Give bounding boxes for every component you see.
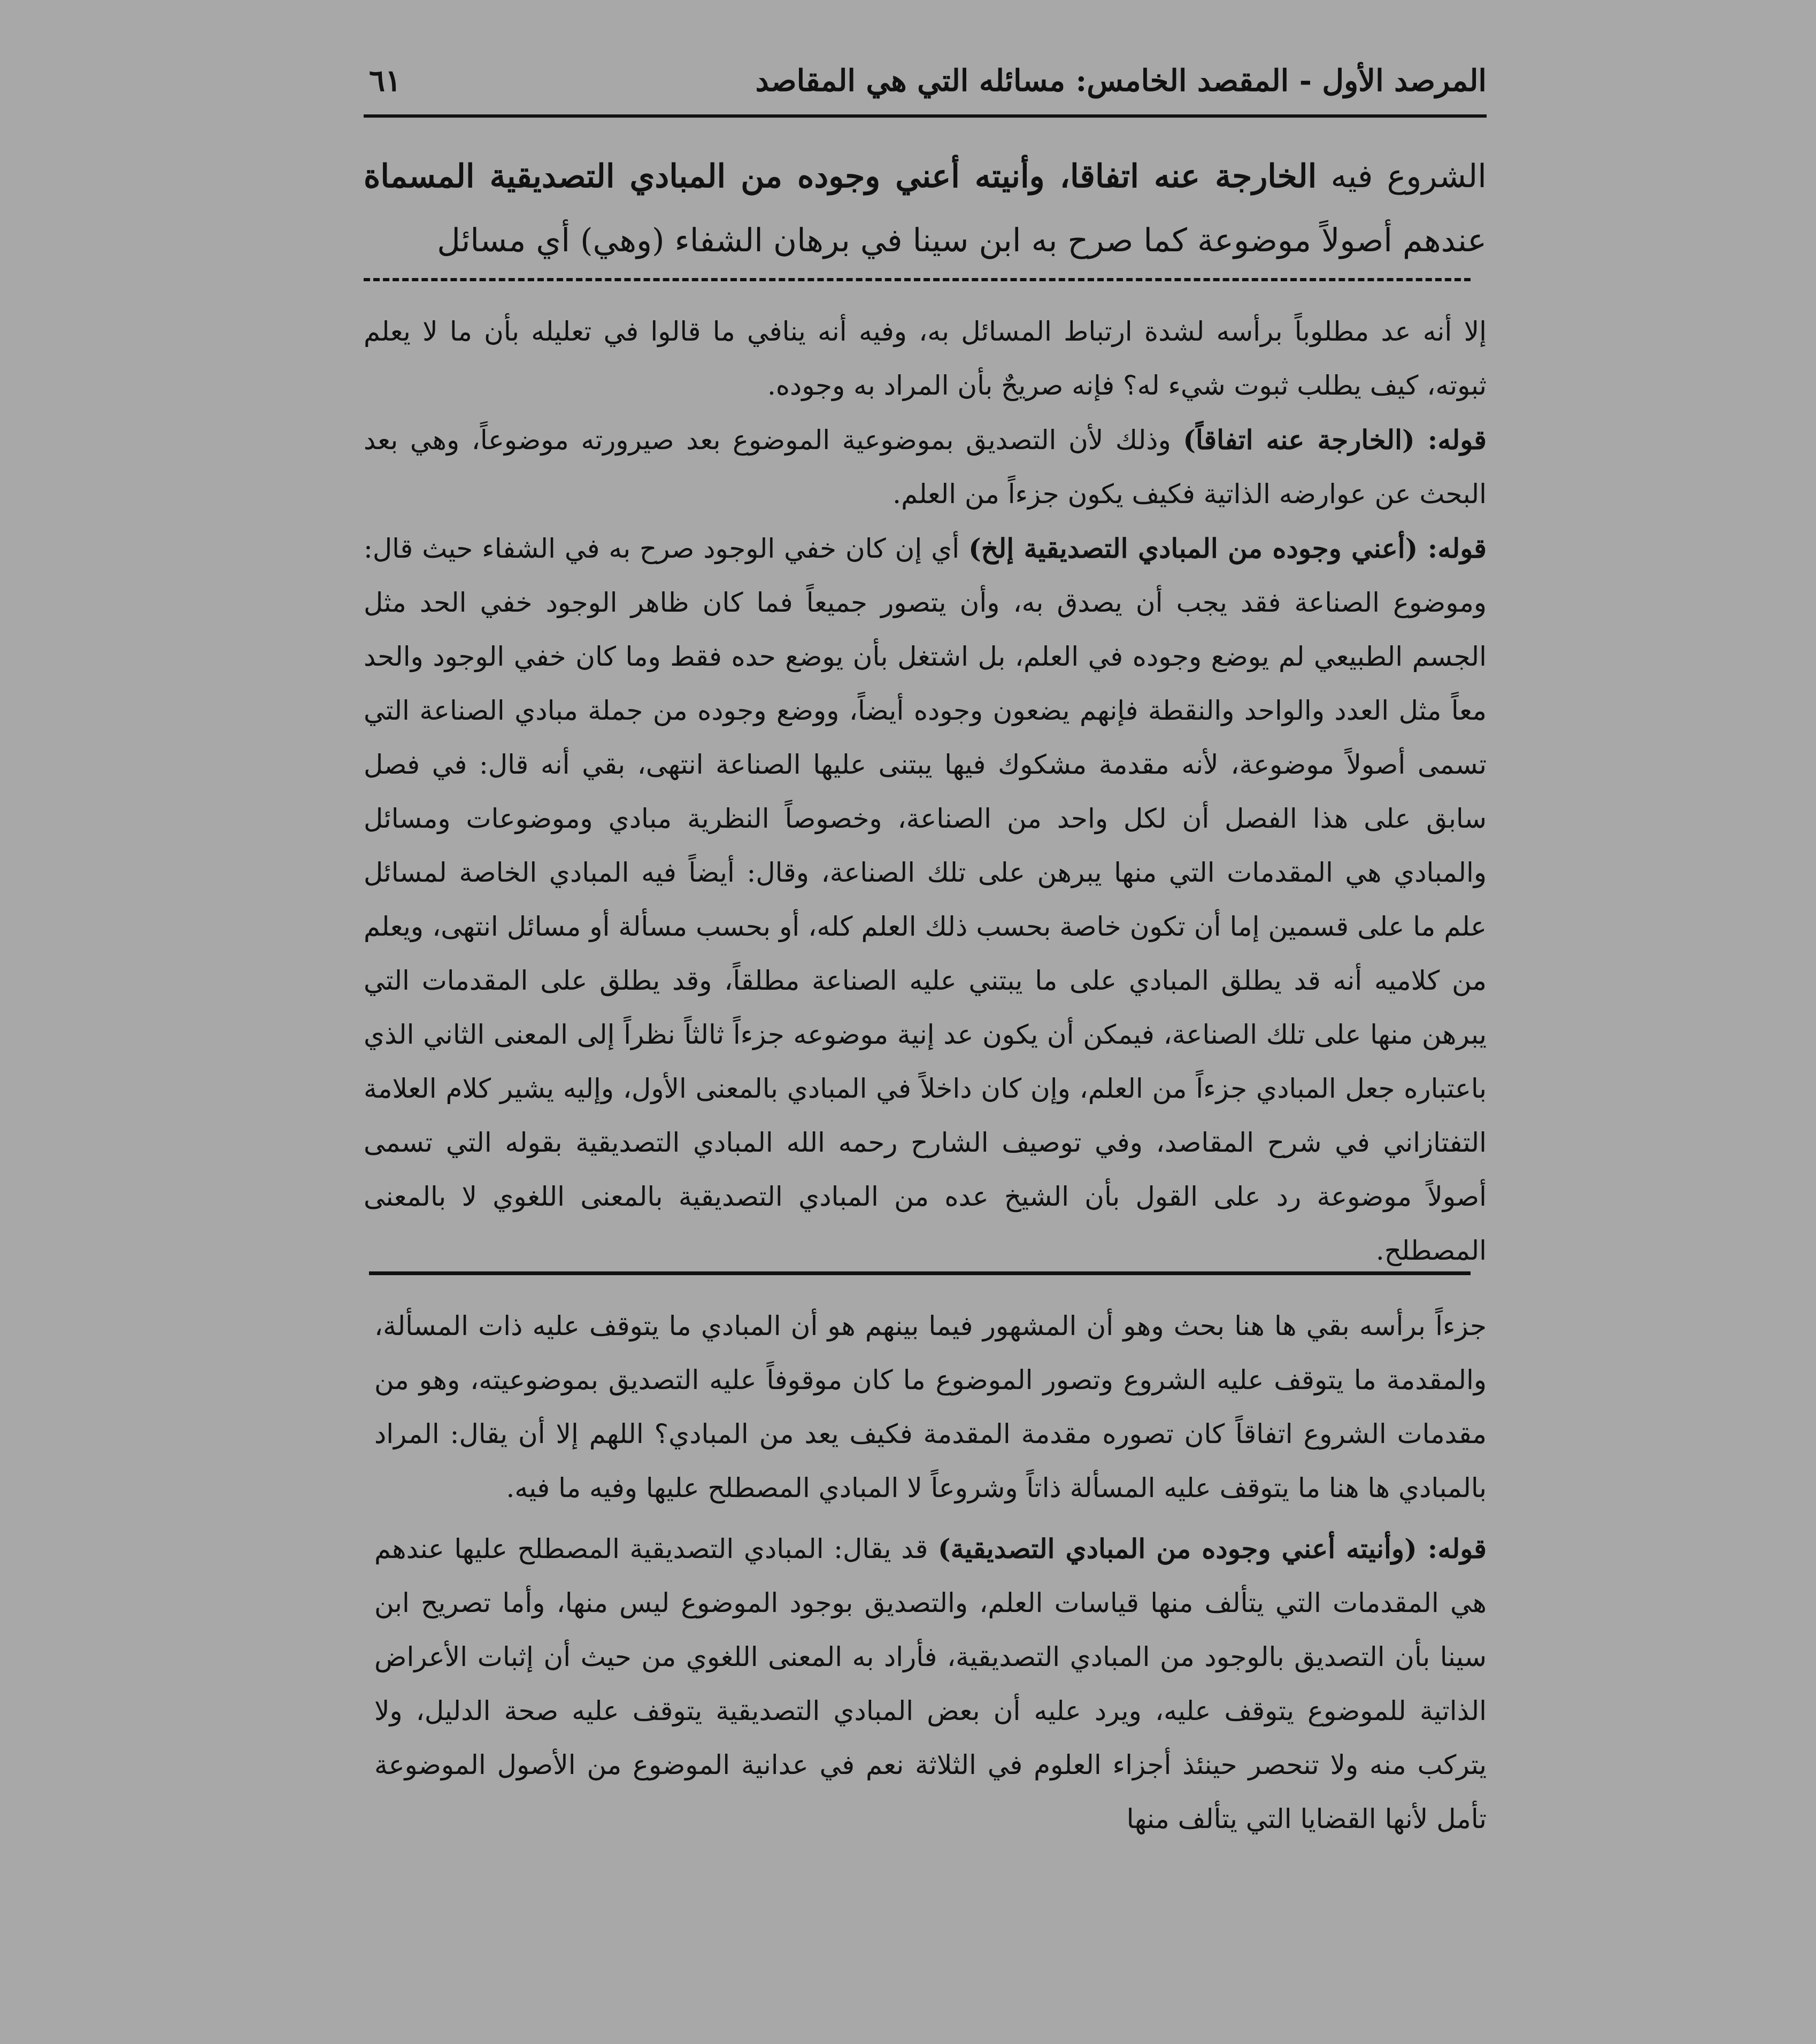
commentary-1-paragraph-3-label: قوله: (أعني وجوده من المبادي التصديقية إلخ) [968, 533, 1487, 564]
commentary-1 [364, 305, 1487, 1278]
page-number: ٦١ [369, 63, 402, 98]
solid-separator [369, 1271, 1471, 1275]
commentary-1-paragraph-1: إلا أنه عد مطلوباً برأسه لشدة ارتباط المسائل به، وفيه أنه ينافي ما قالوا في تعليله بأن ما لا يعلم ثبوته، كيف يطلب ثبوت شيء له؟ فإنه صريحٌ بأن المراد به وجوده. [364, 316, 1487, 401]
book-page [364, 59, 1487, 1866]
commentary-1-paragraph-2-label: قوله: (الخارجة عنه اتفاقاً) [1183, 424, 1487, 456]
commentary-2-paragraph-2 [374, 1522, 1487, 1846]
commentary-2-paragraph-1: جزءاً برأسه بقي ها هنا بحث وهو أن المشهور فيما بينهم هو أن المبادي ما يتوقف عليه ذات المسألة، والمقدمة ما يتوقف عليه الشروع وتصور الموضوع ما كان موقوفاً عليه التصديق بموضوعيته، وهو من مقدمات الشروع اتفاقاً كان تصوره مقدمة المقدمة فكيف يعد من المبادي؟ اللهم إلا أن يقال: المراد بالمبادي ها هنا ما يتوقف عليه المسألة ذاتاً وشروعاً لا المبادي المصطلح عليها وفيه ما فيه. [374, 1310, 1487, 1503]
commentary-2 [374, 1299, 1487, 1846]
commentary-2-paragraph-2-text: قد يقال: المبادي التصديقية المصطلح عليها عندهم هي المقدمات التي يتألف منها قياسات العلم، والتصديق بوجود الموضوع ليس منها، وأما تصريح ابن سينا بأن التصديق بالوجود من المبادي التصديقية، فأراد به المعنى اللغوي من حيث أن إثبات الأعراض الذاتية للموضوع يتوقف عليه، ويرد عليه أن بعض المبادي التصديقية يتوقف عليه صحة الدليل، ولا يتركب منه ولا تنحصر حينئذ أجزاء العلوم في الثلاثة نعم في عدانية الموضوع من الأصول الموضوعة تأمل لأنها القضايا التي يتألف منها [374, 1533, 1487, 1834]
running-header [364, 59, 1487, 118]
commentary-1-paragraph-2 [364, 413, 1487, 521]
main-text-part-3: عندهم أصولاً موضوعة كما صرح به ابن سينا في برهان الشفاء (وهي) أي مسائل [437, 222, 1487, 259]
commentary-1-paragraph-3-text: أي إن كان خفي الوجود صرح به في الشفاء حيث قال: وموضوع الصناعة فقد يجب أن يصدق به، وأن يتصور جميعاً فما كان ظاهر الوجود خفي الحد مثل الجسم الطبيعي لم يوضع وجوده في العلم، بل اشتغل بأن يوضع حده فقط وما كان خفي الوجود والحد معاً مثل العدد والواحد والنقطة فإنهم يضعون وجوده أيضاً، ووضع وجوده من جملة مبادي الصناعة التي تسمى أصولاً موضوعة، لأنه مقدمة مشكوك فيها يبتنى عليها الصناعة انتهى، بقي أنه قال: في فصل سابق على هذا الفصل أن لكل واحد من الصناعة، وخصوصاً النظرية مبادي وموضوعات ومسائل والمبادي هي المقدمات التي منها يبرهن على تلك الصناعة، وقال: أيضاً فيه المبادي الخاصة لمسائل علم ما على قسمين إما أن تكون خاصة بحسب ذلك العلم كله، أو بحسب مسألة أو مسائل انتهى، ويعلم من كلاميه أنه قد يطلق المبادي على ما يبتني عليه الصناعة مطلقاً، وقد يطلق على المقدمات التي يبرهن منها على تلك الصناعة، فيمكن أن يكون عد إنية موضوعه جزءاً ثالثاً نظراً إلى المعنى الثاني الذي باعتباره جعل المبادي جزءاً من العلم، وإن كان داخلاً في المبادي بالمعنى الأول، وإليه يشير كلام العلامة التفتازاني في شرح المقاصد، وفي توصيف الشارح رحمه الله المبادي التصديقية بقوله التي تسمى أصولاً موضوعة رد على القول بأن الشيخ عده من المبادي التصديقية بالمعنى اللغوي لا بالمعنى المصطلح. [364, 533, 1487, 1266]
commentary-1-paragraph-3 [364, 521, 1487, 1278]
header-title: المرصد الأول - المقصد الخامس: مسائله التي هي المقاصد [755, 63, 1487, 98]
main-text [364, 144, 1487, 273]
dashed-separator [364, 278, 1471, 281]
commentary-2-paragraph-2-label: قوله: (وأنيته أعني وجوده من المبادي التصديقية) [937, 1533, 1487, 1564]
commentary-1-paragraph-2-text: وذلك لأن التصديق بموضوعية الموضوع بعد صيرورته موضوعاً، وهي بعد البحث عن عوارضه الذاتية فكيف يكون جزءاً من العلم. [364, 425, 1487, 510]
main-text-bold-part: الخارجة عنه اتفاقا، وأنيته أعني وجوده من المبادي التصديقية المسماة [364, 158, 1317, 195]
main-text-part-1: الشروع فيه [1317, 158, 1487, 195]
